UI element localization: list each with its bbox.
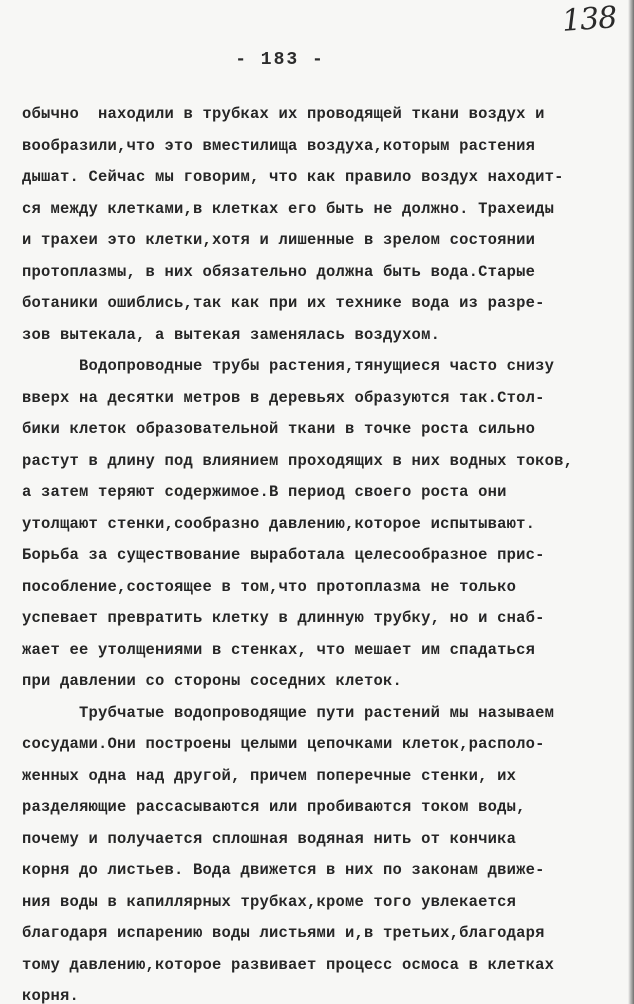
- text-line: обычно находили в трубках их проводящей ткани воздух и: [22, 105, 545, 123]
- text-line: ния воды в капиллярных трубках,кроме того увлекается: [22, 892, 517, 911]
- text-line: растут в длину под влиянием проходящих в них водных токов,: [22, 451, 574, 470]
- text-line: при давлении со стороны соседних клеток.: [22, 672, 403, 690]
- text-line: Водопроводные трубы растения,тянущиеся часто снизу: [22, 357, 555, 375]
- text-line: благодаря испарению воды листьями и,в третьих,благодаря: [22, 924, 545, 942]
- text-line: успевает превратить клетку в длинную трубку, но и снаб-: [22, 609, 545, 627]
- text-line: жает ее утолщениями в стенках, что мешает им спадаться: [22, 640, 536, 659]
- text-line: разделяющие рассасываются или пробиваются током воды,: [22, 798, 526, 816]
- text-line: женных одна над другой, причем поперечные стенки, их: [22, 766, 517, 785]
- text-line: ся между клетками,в клетках его быть не должно. Трахеиды: [22, 199, 555, 218]
- text-line: дышат. Сейчас мы говорим, что как правило воздух находит-: [22, 168, 564, 186]
- text-line: Борьба за существование выработала целесообразное прис-: [22, 546, 545, 564]
- text-line: и трахеи это клетки,хотя и лишенные в зрелом состоянии: [22, 231, 536, 249]
- text-line: корня до листьев. Вода движется в них по законам движе-: [22, 861, 545, 879]
- text-line: протоплазмы, в них обязательно должна быть вода.Старые: [22, 262, 536, 281]
- text-line: корня.: [22, 987, 80, 1004]
- text-line: бики клеток образовательной ткани в точке роста сильно: [22, 420, 536, 438]
- text-line: пособление,состоящее в том,что протоплазма не только: [22, 577, 517, 596]
- text-line: сосудами.Они построены целыми цепочками клеток,располо-: [22, 735, 545, 753]
- text-line: Трубчатые водопроводящие пути растений мы называем: [22, 703, 555, 722]
- text-line: вверх на десятки метров в деревьях образуются так.Стол-: [22, 388, 545, 407]
- text-line: зов вытекала, а вытекая заменялась воздухом.: [22, 325, 441, 344]
- page-edge-shadow: [628, 0, 634, 1004]
- text-line: ботаники ошиблись,так как при их технике вода из разре-: [22, 294, 545, 312]
- page-number: - 183 -: [235, 50, 325, 70]
- text-line: тому давлению,которое развивает процесс осмоса в клетках: [22, 955, 555, 974]
- archive-number: 138: [560, 0, 618, 39]
- text-line: почему и получается сплошная водяная нить от кончика: [22, 829, 517, 848]
- text-line: вообразили,что это вместилища воздуха,которым растения: [22, 136, 536, 155]
- body-text: [22, 99, 612, 1004]
- text-line: утолщают стенки,сообразно давлению,которое испытывают.: [22, 514, 536, 533]
- text-line: а затем теряют содержимое.В период своего роста они: [22, 483, 507, 501]
